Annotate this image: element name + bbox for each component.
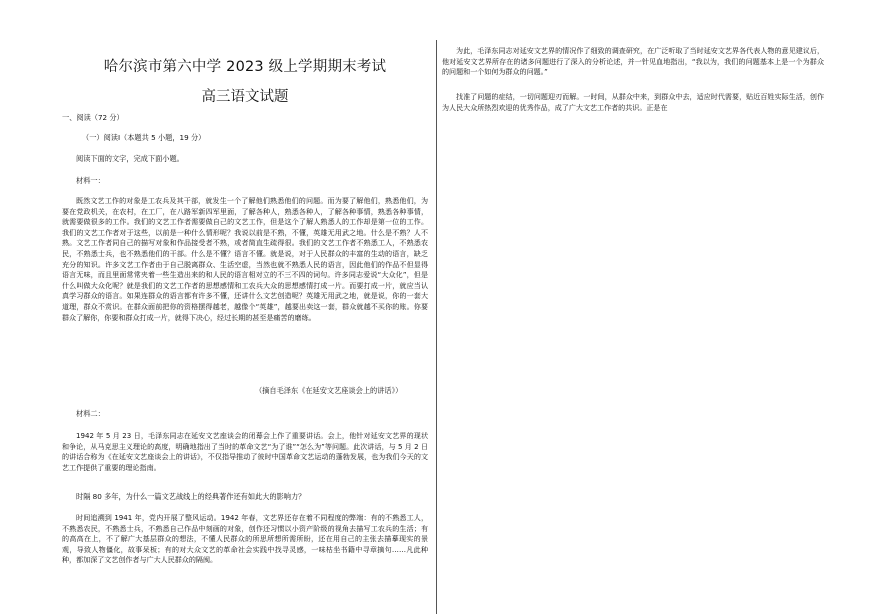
instruction-text: 阅读下面的文字，完成下面小题。 xyxy=(76,154,184,163)
material2-paragraph-1: 1942 年 5 月 23 日，毛泽东同志在延安文艺座谈会的闭幕会上作了重要讲话。会上，他针对延安文艺界的现状和争论，从马克思主义理论的高度，明确地指出了当时的革命文艺“为了谁”“怎么为”等问题。此次讲话，与 5 月 2 日的讲话合称为《在延安文艺座谈会上的讲话》，不仅指导推动了彼时中国革命文艺运动的蓬勃发展，也为我们今天的文艺工作提供了重要的理论指南。 xyxy=(62,431,428,472)
material2-question: 时隔 80 多年，为什么一篇文艺战线上的经典著作还有如此大的影响力？ xyxy=(76,492,306,501)
exam-title: 高三语文试题 xyxy=(201,89,289,105)
material1-label: 材料一： xyxy=(76,176,105,185)
school-title: 哈尔滨市第六中学 2023 级上学期期末考试 xyxy=(103,59,387,75)
material1-paragraph: 既然文艺工作的对象是工农兵及其干部，就发生一个了解他们熟悉他们的问题。而为要了解他们，熟悉他们，为要在党政机关，在农村，在工厂，在八路军新四军里面，了解各种人，熟悉各种人，了解各种事情，熟悉各种事情，就需要做很多的工作。我们的文艺工作者需要做自己的文艺工作，但是这个了解人熟悉人的工作却是第一位的工作。我们的文艺工作者对于这些，以前是一种什么情形呢？我说以前是不熟，不懂，英雄无用武之地。什么是不熟？人不熟。文艺工作者同自己的描写对象和作品接受者不熟，或者简直生疏得很。我们的文艺工作者不熟悉工人，不熟悉农民，不熟悉士兵，也不熟悉他们的干部。什么是不懂？语言不懂。就是说，对于人民群众的丰富的生动的语言，缺乏充分的知识。许多文艺工作者由于自己脱离群众、生活空虚，当然也就不熟悉人民的语言，因此他们的作品不但显得语言无味，而且里面常常夹着一些生造出来的和人民的语言相对立的不三不四的词句。许多同志爱说“大众化”，但是什么叫做大众化呢？就是我们的文艺工作者的思想感情和工农兵大众的思想感情打成一片。而要打成一片，就应当认真学习群众的语言。如果连群众的语言都有许多不懂，还讲什么文艺创造呢？英雄无用武之地，就是说，你的一套大道理，群众不赏识。在群众面前把你的资格摆得越老，越像个“英雄”，越要出卖这一套，群众就越不买你的账。你要群众了解你，你要和群众打成一片，就得下决心，经过长期的甚至是痛苦的磨练。 xyxy=(62,196,428,322)
material2-label: 材料二： xyxy=(76,409,105,418)
right-paragraph-2: 找准了问题的症结，一切问题迎刃而解。一时间，从群众中来，到群众中去，适应时代需要，贴近百姓实际生活，创作为人民大众所热烈欢迎的优秀作品，成了广大文艺工作者的共识。正是在 xyxy=(442,92,824,112)
section-label: 一、阅读（72 分） xyxy=(62,113,124,122)
column-divider xyxy=(436,40,437,614)
right-paragraph-1: 为此，毛泽东同志对延安文艺界的情况作了细致的调查研究，在广泛听取了当时延安文艺界各代表人物的意见建议后，他对延安文艺界所存在的诸多问题进行了深入的分析论述，并一针见血地指出，“我以为，我们的问题基本上是一个为群众的问题和一个如何为群众的问题。” xyxy=(442,46,824,77)
material1-source: （摘自毛泽东《在延安文艺座谈会上的讲话》） xyxy=(255,386,403,395)
material2-paragraph-3: 时间追溯到 1941 年，党内开展了整风运动。1942 年春，文艺界还存在着不同程度的弊端：有的不熟悉工人，不熟悉农民，不熟悉士兵，不熟悉自己作品中刻画的对象，创作还习惯以小资产阶级的视角去描写工农兵的生活；有的高高在上，不了解广大基层群众的想法，不懂人民群众的所思所想所需所盼，还在用自己的主张去描摹现实的景观，导致人物僵化，故事呆板；有的对大众文艺的革命社会实践中找寻灵感，一味枯坐书籍中寻章摘句……凡此种种，都加深了文艺创作者与广大人民群众的隔阂。 xyxy=(62,513,428,565)
subsection-label: （一）阅读Ⅰ（本题共 5 小题，19 分） xyxy=(82,133,206,142)
